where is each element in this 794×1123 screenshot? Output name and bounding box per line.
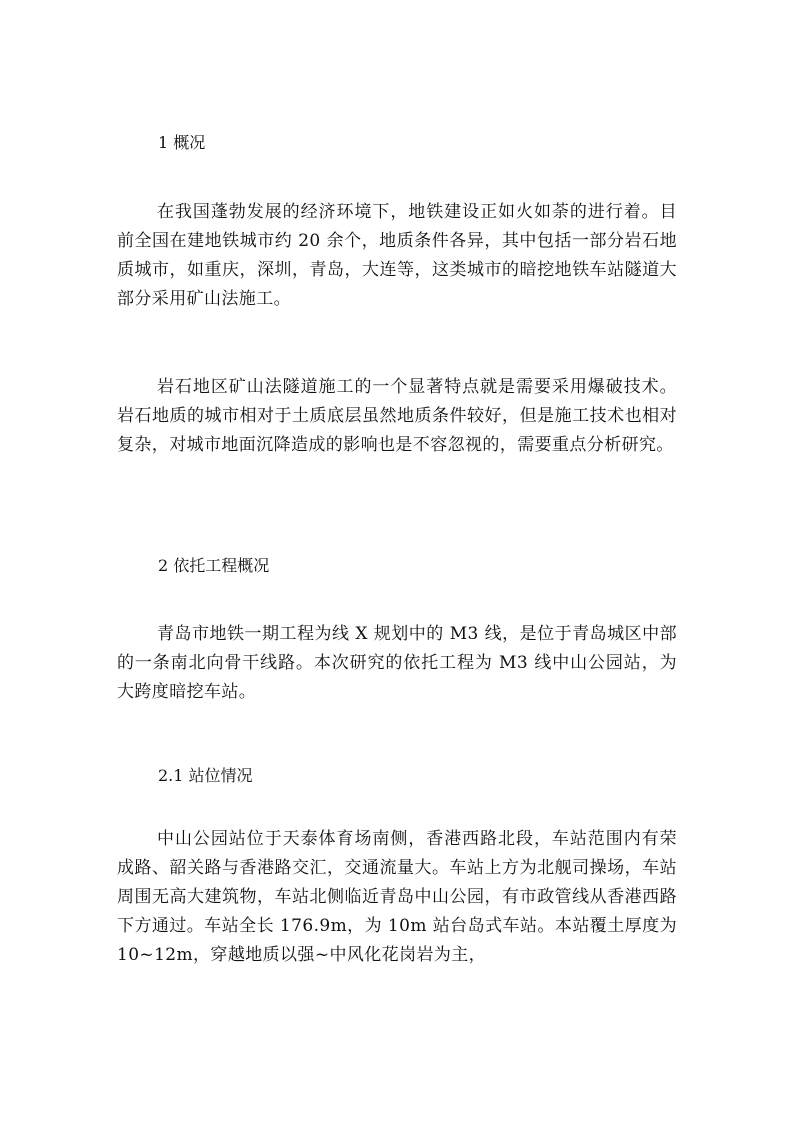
paragraph-blasting-technique: 岩石地区矿山法隧道施工的一个显著特点就是需要采用爆破技术。岩石地质的城市相对于土质底层虽然地质条件较好，但是施工技术也相对复杂，对城市地面沉降造成的影响也是不容忽视的，需要重点分析研究。 (117, 377, 677, 455)
section-heading-station-location: 2.1 站位情况 (158, 766, 253, 785)
section-heading-project-overview: 2 依托工程概况 (158, 556, 270, 575)
paragraph-zhongshan-park-station: 中山公园站位于天泰体育场南侧，香港西路北段，车站范围内有荣成路、韶关路与香港路交汇，交通流量大。车站上方为北舰司操场，车站周围无高大建筑物，车站北侧临近青岛中山公园，有市政管线从香港西路下方通过。车站全长 176.9m，为 10m 站台岛式车站。本站覆土厚度为 10~12m，穿越地质以强~中风化花岗岩为主， (117, 829, 677, 965)
paragraph-qingdao-m3-line: 青岛市地铁一期工程为线 X 规划中的 M3 线，是位于青岛城区中部的一条南北向骨干线路。本次研究的依托工程为 M3 线中山公园站，为大跨度暗挖车站。 (117, 624, 677, 702)
paragraph-metro-construction: 在我国蓬勃发展的经济环境下，地铁建设正如火如荼的进行着。目前全国在建地铁城市约 20 余个，地质条件各异，其中包括一部分岩石地质城市，如重庆，深圳，青岛，大连等，这类城市的暗挖地铁车站隧道大部分采用矿山法施工。 (117, 202, 677, 309)
section-heading-overview: 1 概况 (158, 133, 206, 152)
